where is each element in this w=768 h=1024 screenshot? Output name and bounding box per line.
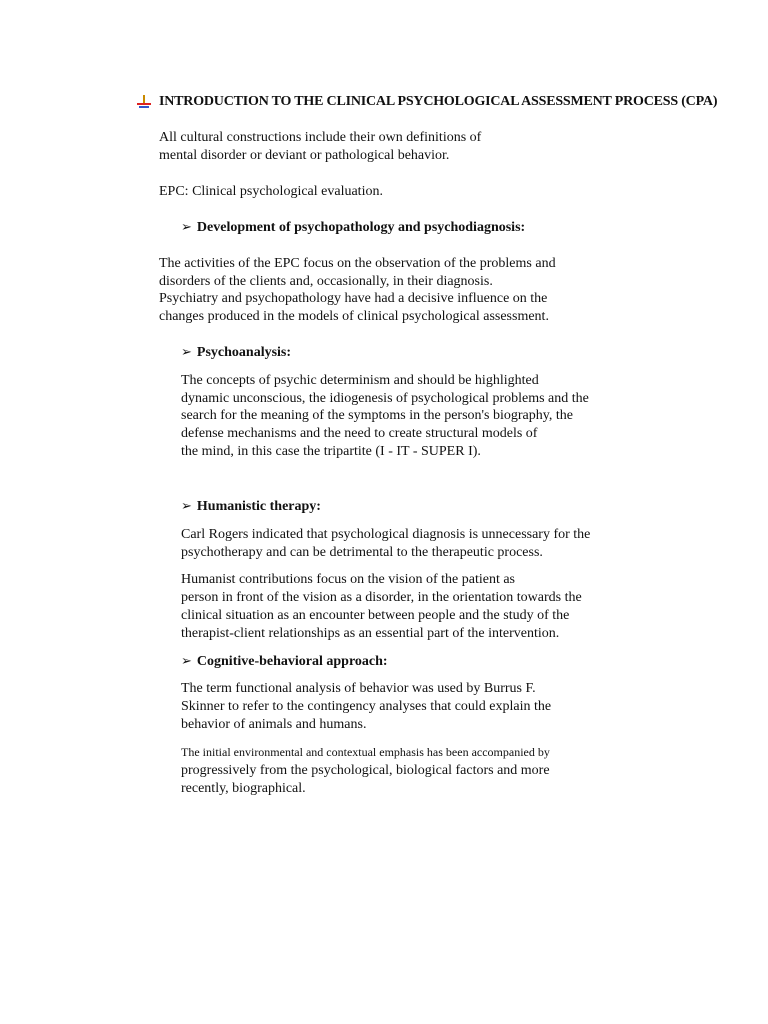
section1-line-1: The activities of the EPC focus on the observation of the problems and bbox=[159, 256, 556, 271]
document-title: INTRODUCTION TO THE CLINICAL PSYCHOLOGICAL ASSESSMENT PROCESS (CPA) bbox=[159, 94, 718, 109]
section4-para1-line-2: Skinner to refer to the contingency analyses that could explain the bbox=[181, 699, 552, 714]
section4-para2-line-2: recently, biographical. bbox=[181, 781, 306, 796]
epc-line: EPC: Clinical psychological evaluation. bbox=[159, 184, 383, 199]
arrow-bullet-icon: ➢ bbox=[181, 345, 192, 360]
section-heading-cognitive-behavioral bbox=[181, 653, 388, 671]
section3-para2-line-1: Humanist contributions focus on the vision of the patient as bbox=[181, 572, 516, 587]
arrow-bullet-icon: ➢ bbox=[181, 654, 192, 669]
section2-line-4: defense mechanisms and the need to create structural models of bbox=[181, 426, 538, 441]
intro-line-2: mental disorder or deviant or pathological behavior. bbox=[159, 148, 450, 163]
arrow-bullet-icon: ➢ bbox=[181, 220, 192, 235]
section-heading-humanistic bbox=[181, 498, 321, 516]
section4-para1-line-3: behavior of animals and humans. bbox=[181, 717, 367, 732]
section-heading-label: Development of psychopathology and psychodiagnosis: bbox=[196, 220, 526, 235]
section3-para1-line-2: psychotherapy and can be detrimental to the therapeutic process. bbox=[181, 545, 543, 560]
section1-line-4: changes produced in the models of clinical psychological assessment. bbox=[159, 309, 549, 324]
section-heading-label: Psychoanalysis: bbox=[196, 345, 292, 360]
section4-para2-line-1: progressively from the psychological, biological factors and more bbox=[181, 763, 550, 778]
arrow-bullet-icon: ➢ bbox=[181, 499, 192, 514]
flag-bullet-icon bbox=[137, 95, 151, 109]
section2-line-5: the mind, in this case the tripartite (I - IT - SUPER I). bbox=[181, 444, 481, 459]
section3-para2-line-4: therapist-client relationships as an essential part of the intervention. bbox=[181, 626, 560, 641]
intro-line-1: All cultural constructions include their own definitions of bbox=[159, 130, 482, 145]
section2-line-3: search for the meaning of the symptoms in the person's biography, the bbox=[181, 408, 573, 423]
section3-para1-line-1: Carl Rogers indicated that psychological diagnosis is unnecessary for the bbox=[181, 527, 591, 542]
section-heading-psychopathology bbox=[181, 219, 525, 237]
section2-line-2: dynamic unconscious, the idiogenesis of psychological problems and the bbox=[181, 391, 589, 406]
section1-line-2: disorders of the clients and, occasionally, in their diagnosis. bbox=[159, 274, 493, 289]
section-heading-label: Humanistic therapy: bbox=[196, 499, 321, 514]
section-heading-label: Cognitive-behavioral approach: bbox=[196, 654, 388, 669]
section4-para1-line-1: The term functional analysis of behavior was used by Burrus F. bbox=[181, 681, 536, 696]
section3-para2-line-2: person in front of the vision as a disorder, in the orientation towards the bbox=[181, 590, 582, 605]
section2-line-1: The concepts of psychic determinism and should be highlighted bbox=[181, 373, 539, 388]
section1-line-3: Psychiatry and psychopathology have had a decisive influence on the bbox=[159, 291, 548, 306]
section3-para2-line-3: clinical situation as an encounter between people and the study of the bbox=[181, 608, 570, 623]
section4-para2-small-line: The initial environmental and contextual emphasis has been accompanied by bbox=[181, 745, 550, 759]
section-heading-psychoanalysis bbox=[181, 344, 291, 362]
